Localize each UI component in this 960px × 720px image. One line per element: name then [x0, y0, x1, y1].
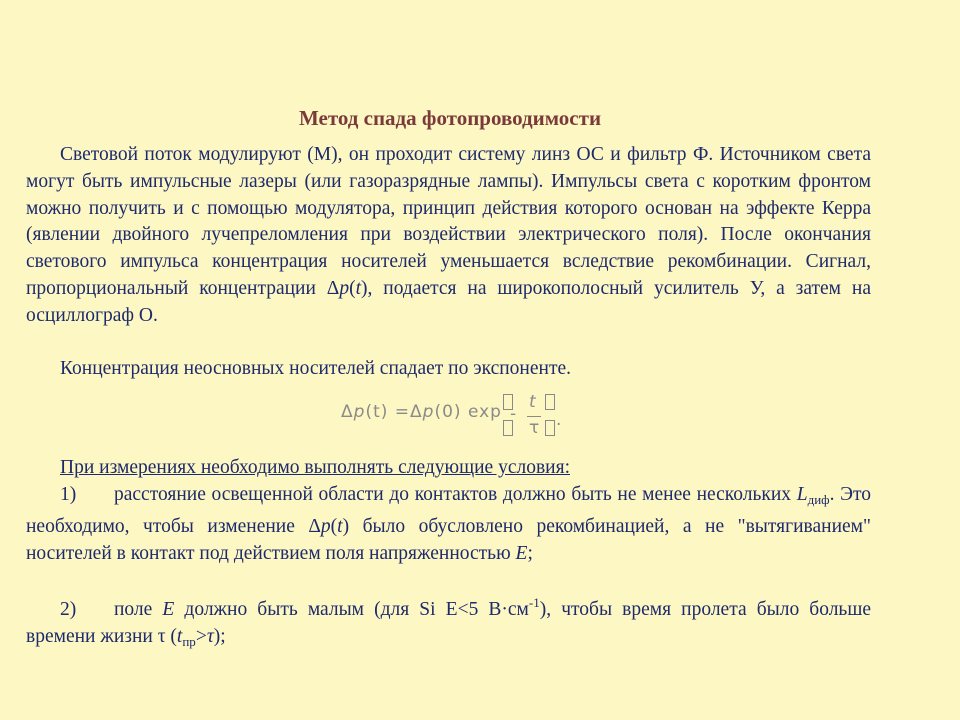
paren-open: ( — [330, 515, 338, 537]
slide-title: Метод спада фотопроводимости — [298, 106, 602, 130]
item-text: ), чтобы время пролета было больше времени жизни τ ( — [26, 599, 871, 647]
paragraph-light-flux — [26, 142, 871, 330]
item-text: . Это необходимо, чтобы изменение Δ — [26, 484, 871, 537]
subscript-dif: диф — [807, 492, 830, 507]
symbol-t: t — [176, 625, 183, 647]
fraction-denominator: τ — [529, 418, 540, 438]
symbol-t: t — [355, 277, 362, 299]
item-text: ) было обусловлено рекомбинацией, а не "вытягиванием" носителей в контакт под действием поля напряженностью — [26, 515, 871, 564]
formula-p: p — [422, 402, 435, 422]
delta-symbol: Δ — [410, 402, 423, 422]
item-text: > — [195, 625, 207, 647]
paragraph-text: Световой поток модулируют (М), он проходит систему линз ОС и фильтр Ф. Источником света могут быть импульсные лазеры (или газоразрядные лампы). Импульсы света с коротким фронтом можно получить и с помощью модулятора, принцип действия которого основан на эффекте Керра (явлении двойного лучепреломления при воздействии электрического поля). После окончания светового импульса концентрация носителей уменьшается вследствие рекомбинации. Сигнал, пропорциональный концентрации Δ — [26, 144, 871, 299]
condition-item-1 — [26, 482, 871, 567]
paragraph-exponential-decay: Концентрация неосновных носителей спадает по экспоненте. — [60, 358, 572, 379]
item-end: ; — [527, 542, 533, 564]
paren-open: ( — [349, 277, 356, 299]
symbol-L: L — [796, 484, 808, 505]
conditions-heading-text: При измерениях необходимо выполнять следующие условия: — [60, 457, 570, 478]
item-end: ); — [213, 625, 226, 647]
item-number: 1) — [60, 484, 77, 505]
formula-zero: (0) — [434, 402, 462, 422]
item-text: расстояние освещенной области до контактов должно быть не менее нескольких — [114, 484, 797, 505]
item-text: поле — [114, 599, 163, 620]
superscript-minus-one: -1 — [528, 595, 540, 610]
formula-expression — [341, 402, 502, 422]
fraction-numerator: t — [529, 392, 536, 412]
symbol-p: p — [320, 515, 331, 537]
item-number: 2) — [60, 599, 77, 620]
symbol-p: p — [339, 277, 350, 299]
symbol-t: t — [337, 515, 343, 537]
missing-glyph-box — [545, 420, 555, 436]
formula-exp: exp — [461, 402, 502, 422]
decay-formula — [341, 392, 581, 442]
subscript-pr: пр — [182, 633, 196, 649]
fraction-line — [527, 416, 541, 417]
formula-equals: = — [388, 402, 411, 422]
formula-period: . — [556, 410, 562, 430]
conditions-heading — [26, 455, 871, 482]
symbol-E: E — [515, 542, 528, 564]
delta-symbol: Δ — [341, 402, 354, 422]
item-text: должно быть малым (для Si E<5 В·см — [174, 599, 529, 620]
symbol-tau: τ — [206, 625, 214, 647]
formula-t: (t) — [365, 402, 389, 422]
formula-p: p — [353, 402, 366, 422]
missing-glyph-box — [545, 394, 555, 410]
paragraph-tail: ), подается на широкополосный усилитель У, а затем на осциллограф О. — [26, 277, 871, 326]
symbol-E: E — [162, 599, 175, 620]
condition-item-2 — [26, 590, 871, 656]
formula-minus: - — [510, 404, 517, 424]
